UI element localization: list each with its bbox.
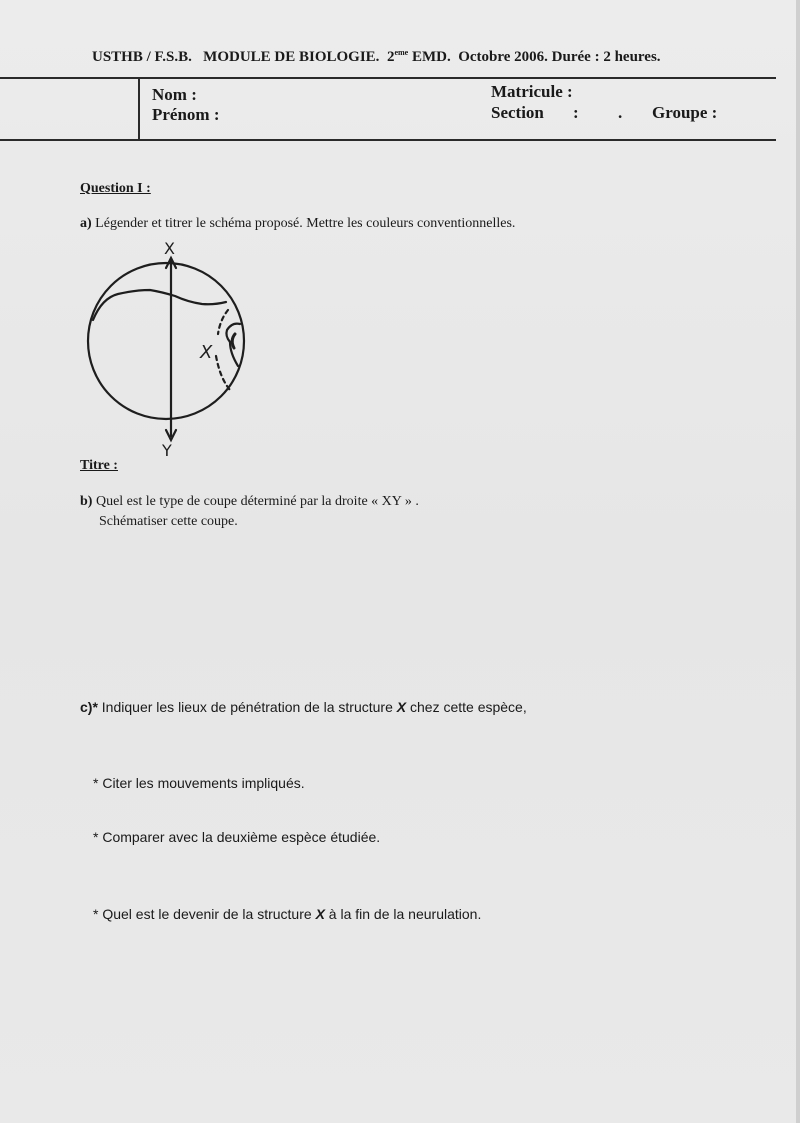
cell-boundary-line <box>93 290 226 320</box>
exam-rank: 2 <box>386 49 395 65</box>
axis-label-bottom: Y <box>162 441 172 458</box>
exam-duration: Durée : 2 heures. <box>551 49 661 65</box>
exam-rank-sup: eme <box>394 48 409 57</box>
dashed-boundary-bottom <box>216 356 230 390</box>
nom-label: Nom : <box>152 85 197 104</box>
egg-section-diagram <box>80 238 260 458</box>
titre-label: Titre : <box>80 458 118 473</box>
header-bottom-rule <box>0 139 776 141</box>
axis-label-top: X <box>164 239 175 258</box>
question-a <box>80 216 515 232</box>
exam-date: Octobre 2006. <box>458 49 548 65</box>
bullet-devenir-post: à la fin de la neurulation. <box>328 906 482 922</box>
question-b-text: Quel est le type de coupe déterminé par la droite « XY » . <box>95 494 419 509</box>
bullet-devenir-pre: * Quel est le devenir de la structure <box>93 906 312 922</box>
question-c-text-post: chez cette espèce, <box>410 699 527 715</box>
bullet-comparer: * Comparer avec la deuxième espèce étudiée. <box>93 829 381 845</box>
prenom-label: Prénom : <box>152 105 220 124</box>
exam-type: EMD. <box>411 49 451 65</box>
bullet-devenir-x: X <box>315 906 325 922</box>
structure-x-inner <box>232 334 235 348</box>
bullet-mouvements: * Citer les mouvements impliqués. <box>93 775 305 791</box>
matricule-label: Matricule : <box>491 82 573 101</box>
section-label: Section <box>491 103 544 122</box>
question-b-text2: Schématiser cette coupe. <box>99 514 238 529</box>
question-c-x: X <box>396 699 407 715</box>
egg-outline <box>88 263 244 419</box>
question-b-label: b) <box>80 494 93 509</box>
question-c-text-pre: Indiquer les lieux de pénétration de la structure <box>101 699 393 715</box>
question-b <box>80 494 419 510</box>
groupe-label: Groupe : <box>652 103 718 122</box>
header-top-rule <box>0 77 776 79</box>
question-a-label: a) <box>80 216 92 231</box>
question-title: Question I : <box>80 181 151 196</box>
page-edge <box>796 0 800 1123</box>
section-dot: . <box>618 103 623 122</box>
exam-header <box>92 48 732 66</box>
bullet-devenir <box>93 906 481 922</box>
question-c-label: c)* <box>80 699 98 715</box>
question-c <box>80 699 527 715</box>
institution: USTHB / F.S.B. <box>92 49 192 65</box>
header-vertical-rule <box>138 78 140 140</box>
module-name: MODULE DE BIOLOGIE. <box>203 49 380 65</box>
question-a-text: Légender et titrer le schéma proposé. Mettre les couleurs conventionnelles. <box>95 216 516 231</box>
section-colon: : <box>573 103 579 122</box>
structure-x-label: X <box>200 342 213 363</box>
